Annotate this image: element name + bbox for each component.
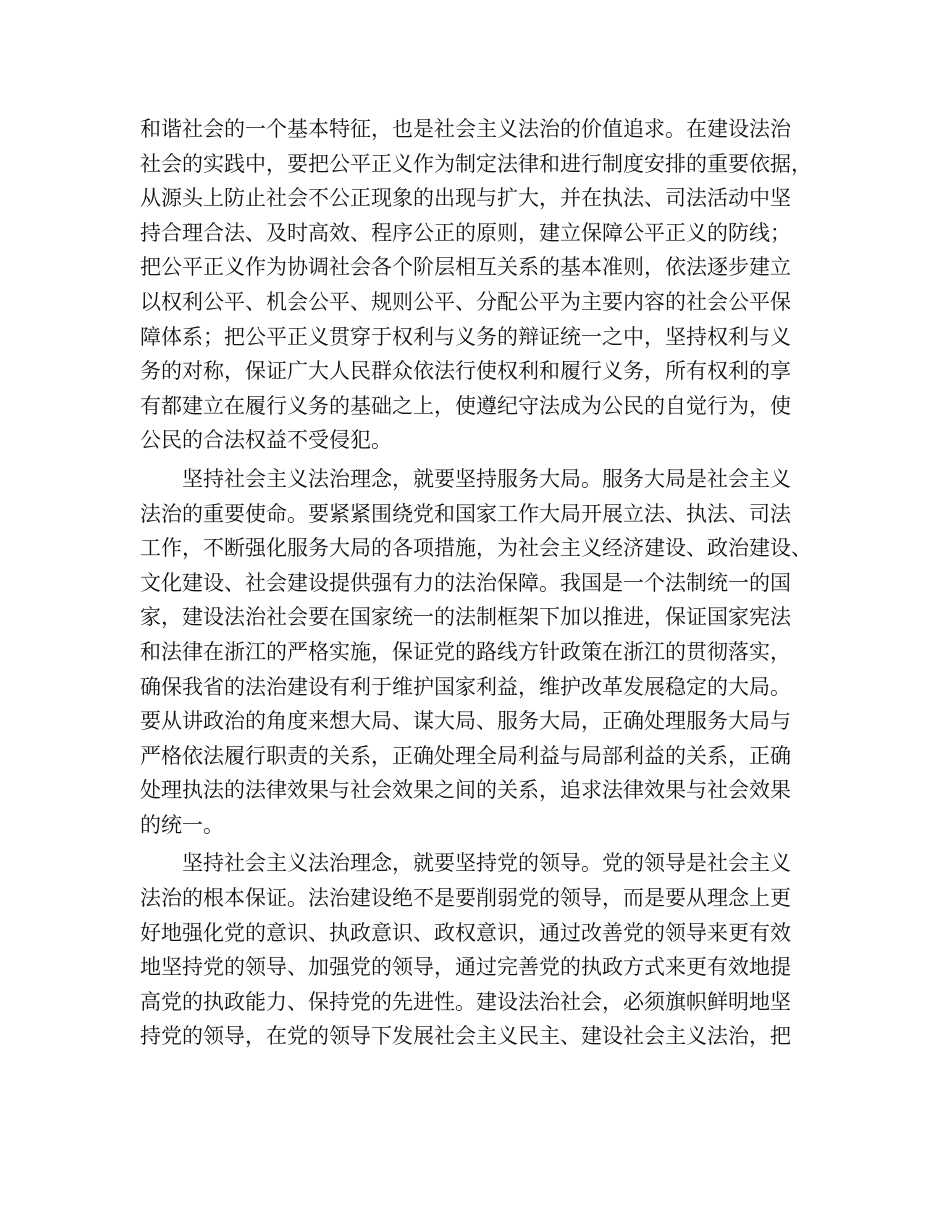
text-line: 和谐社会的一个基本特征，也是社会主义法治的价值追求。在建设法治 <box>140 117 791 141</box>
text-line: 的统一。 <box>140 812 224 837</box>
text-line: 确保我省的法治建设有利于维护国家利益，维护改革发展稳定的大局。 <box>140 674 791 699</box>
text-line: 地坚持党的领导、加强党的领导，通过完善党的执政方式来更有效地提 <box>140 955 791 980</box>
text-line: 家，建设法治社会要在国家统一的法制框架下加以推进，保证国家宪法 <box>140 605 791 630</box>
text-line: 工作，不断强化服务大局的各项措施，为社会主义经济建设、政治建设、 <box>140 536 812 561</box>
paragraph-1 <box>140 112 830 458</box>
text-line: 以权利公平、机会公平、规则公平、分配公平为主要内容的社会公平保 <box>140 289 791 314</box>
text-line: 处理执法的法律效果与社会效果之间的关系，追求法律效果与社会效果 <box>140 778 791 803</box>
paragraph-3 <box>140 846 830 1054</box>
text-line: 从源头上防止社会不公正现象的出现与扩大，并在执法、司法活动中坚 <box>140 186 791 211</box>
text-line: 务的对称，保证广大人民群众依法行使权利和履行义务，所有权利的享 <box>140 359 791 384</box>
paragraph-2 <box>140 462 830 843</box>
text-line: 持党的领导，在党的领导下发展社会主义民主、建设社会主义法治，把 <box>140 1024 791 1049</box>
text-line: 坚持社会主义法治理念，就要坚持服务大局。服务大局是社会主义 <box>140 466 791 491</box>
text-line: 障体系；把公平正义贯穿于权利与义务的辩证统一之中，坚持权利与义 <box>140 324 791 349</box>
text-line: 法治的重要使命。要紧紧围绕党和国家工作大局开展立法、执法、司法 <box>140 501 791 526</box>
text-line: 把公平正义作为协调社会各个阶层相互关系的基本准则，依法逐步建立 <box>140 255 791 280</box>
text-line: 要从讲政治的角度来想大局、谋大局、服务大局，正确处理服务大局与 <box>140 709 791 734</box>
text-line: 高党的执政能力、保持党的先进性。建设法治社会，必须旗帜鲜明地坚 <box>140 989 791 1014</box>
text-line: 文化建设、社会建设提供强有力的法治保障。我国是一个法制统一的国 <box>140 570 791 595</box>
text-line: 严格依法履行职责的关系，正确处理全局利益与局部利益的关系，正确 <box>140 743 791 768</box>
text-line: 和法律在浙江的严格实施，保证党的路线方针政策在浙江的贯彻落实， <box>140 639 791 664</box>
text-line: 坚持社会主义法治理念，就要坚持党的领导。党的领导是社会主义 <box>140 851 791 876</box>
text-line: 公民的合法权益不受侵犯。 <box>140 428 392 453</box>
document-body <box>140 112 830 1054</box>
text-line: 有都建立在履行义务的基础之上，使遵纪守法成为公民的自觉行为，使 <box>140 393 791 418</box>
text-line: 好地强化党的意识、执政意识、政权意识，通过改善党的领导来更有效 <box>140 920 791 945</box>
text-line: 社会的实践中，要把公平正义作为制定法律和进行制度安排的重要依据， <box>140 151 812 176</box>
text-line: 法治的根本保证。法治建设绝不是要削弱党的领导，而是要从理念上更 <box>140 886 791 911</box>
text-line: 持合理合法、及时高效、程序公正的原则，建立保障公平正义的防线； <box>140 220 791 245</box>
